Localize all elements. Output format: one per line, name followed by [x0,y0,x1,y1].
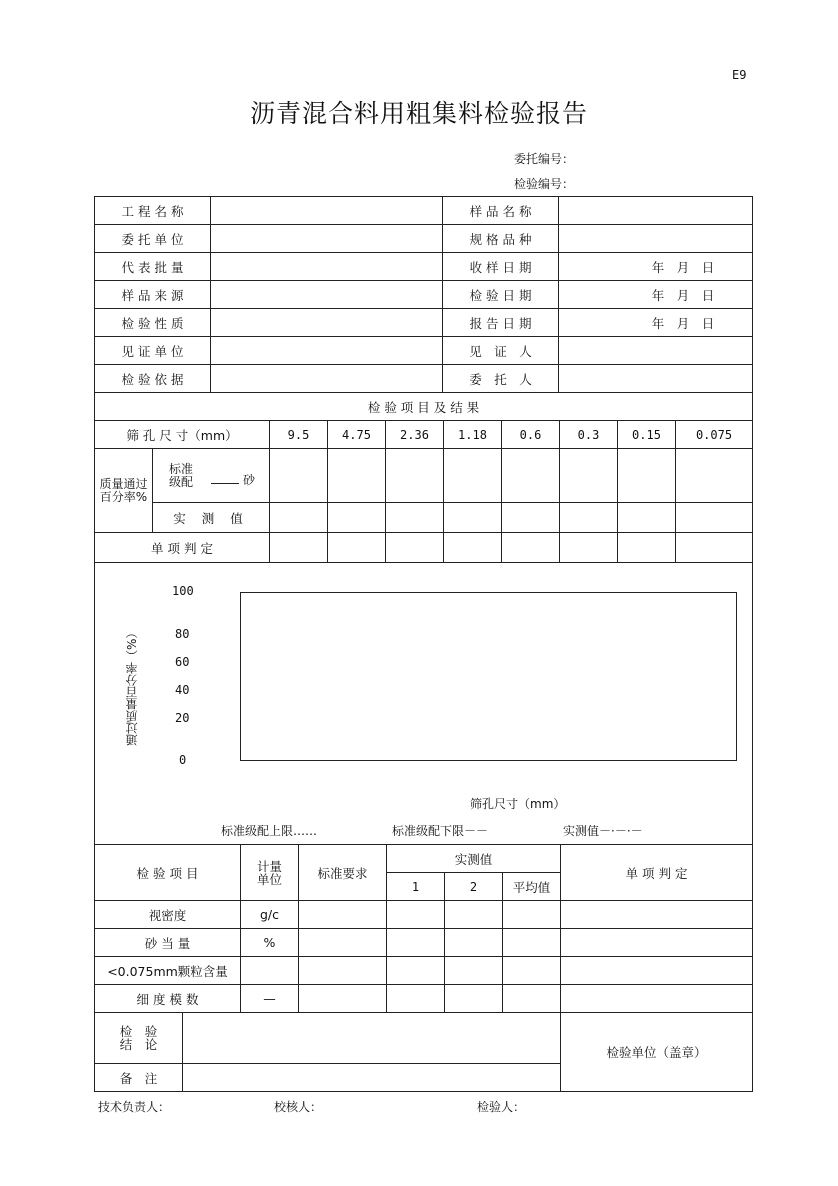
tech-lead-label: 技术负责人： [98,1100,171,1114]
judge-cell[interactable] [386,533,444,563]
measured-label: 实 测 值 [153,503,270,533]
y-tick: 40 [175,683,190,697]
value-batch[interactable] [211,253,443,281]
test-v2[interactable] [445,901,503,929]
measured-cell[interactable] [560,503,618,533]
measured-cell[interactable] [676,503,753,533]
sieve-size-label: 筛 孔 尺 寸（mm） [95,421,270,449]
header-unit: 计量单位 [241,845,299,901]
test-avg[interactable] [503,901,561,929]
header-average: 平均值 [503,873,561,901]
sieve-size: 1.18 [444,421,502,449]
y-tick: 0 [179,753,187,767]
checker-label: 校核人： [274,1100,323,1114]
test-std[interactable] [299,957,387,985]
label-receive-date: 收 样 日 期 [443,253,559,281]
grading-chart [95,563,753,845]
tests-table [94,844,753,1013]
test-v1[interactable] [387,985,445,1013]
label-project-name: 工 程 名 称 [95,197,211,225]
inspection-number-label: 检验编号： [514,177,575,191]
label-client: 委 托 单 位 [95,225,211,253]
legend-lower: 标准级配下限－－ [392,824,489,838]
test-std[interactable] [299,929,387,957]
test-judge[interactable] [561,901,753,929]
test-unit: g/c [241,901,299,929]
label-batch: 代 表 批 量 [95,253,211,281]
value-witness-unit[interactable] [211,337,443,365]
sieve-size: 0.6 [502,421,560,449]
remark-value[interactable] [183,1064,561,1092]
y-tick: 80 [175,627,190,641]
label-test-date: 检 验 日 期 [443,281,559,309]
y-tick: 20 [175,711,190,725]
test-avg[interactable] [503,957,561,985]
test-v2[interactable] [445,929,503,957]
measured-cell[interactable] [386,503,444,533]
judge-label: 单 项 判 定 [95,533,270,563]
test-std[interactable] [299,901,387,929]
label-basis: 检 验 依 据 [95,365,211,393]
sieve-size: 4.75 [328,421,386,449]
measured-cell[interactable] [444,503,502,533]
value-source[interactable] [211,281,443,309]
measured-cell[interactable] [618,503,676,533]
measured-cell[interactable] [328,503,386,533]
test-v2[interactable] [445,985,503,1013]
label-witness: 见 证 人 [443,337,559,365]
report-table [94,196,753,421]
judge-cell[interactable] [618,533,676,563]
value-client[interactable] [211,225,443,253]
test-judge[interactable] [561,957,753,985]
std-cell[interactable] [328,449,386,503]
measured-cell[interactable] [270,503,328,533]
measured-cell[interactable] [502,503,560,533]
label-spec: 规 格 品 种 [443,225,559,253]
remark-label: 备 注 [95,1064,183,1092]
test-v1[interactable] [387,957,445,985]
header-item: 检 验 项 目 [95,845,241,901]
test-item: 视密度 [95,901,241,929]
conclusion-value[interactable] [183,1013,561,1064]
test-item: 细 度 模 数 [95,985,241,1013]
value-receive-date[interactable]: 年 月 日 [559,253,753,281]
label-nature: 检 验 性 质 [95,309,211,337]
label-sample-name: 样 品 名 称 [443,197,559,225]
legend-measured: 实测值－·－·－ [563,824,643,838]
value-test-date[interactable]: 年 月 日 [559,281,753,309]
sieve-size: 0.075 [676,421,753,449]
value-nature[interactable] [211,309,443,337]
legend-upper: 标准级配上限…… [221,824,318,838]
header-judge: 单 项 判 定 [561,845,753,901]
value-basis[interactable] [211,365,443,393]
pass-percent-label: 质量通过百分率% [95,449,153,533]
test-unit: % [241,929,299,957]
chart-ylabel: 通过质量百分率（%） [125,626,139,746]
commission-number-label: 委托编号： [514,152,575,166]
conclusion-label: 检 验结 论 [95,1013,183,1064]
label-witness-unit: 见 证 单 位 [95,337,211,365]
stamp-label: 检验单位（盖章） [561,1013,753,1092]
value-witness[interactable] [559,337,753,365]
header-std: 标准要求 [299,845,387,901]
test-v1[interactable] [387,929,445,957]
value-sample-name[interactable] [559,197,753,225]
value-consigner[interactable] [559,365,753,393]
conclusion-table [94,1012,753,1092]
sieve-size: 0.3 [560,421,618,449]
judge-cell[interactable] [676,533,753,563]
judge-cell[interactable] [560,533,618,563]
chart-xlabel: 筛孔尺寸（mm） [470,797,566,811]
test-judge[interactable] [561,929,753,957]
label-report-date: 报 告 日 期 [443,309,559,337]
judge-cell[interactable] [270,533,328,563]
sieve-table [94,420,753,845]
value-report-date[interactable]: 年 月 日 [559,309,753,337]
plot-area [240,592,737,761]
judge-cell[interactable] [328,533,386,563]
std-cell[interactable] [676,449,753,503]
test-avg[interactable] [503,985,561,1013]
test-std[interactable] [299,985,387,1013]
header-measured: 实测值 [387,845,561,873]
sieve-size: 9.5 [270,421,328,449]
test-item: <0.075mm颗粒含量 [95,957,241,985]
judge-cell[interactable] [444,533,502,563]
value-project-name[interactable] [211,197,443,225]
test-judge[interactable] [561,985,753,1013]
label-source: 样 品 来 源 [95,281,211,309]
test-unit: — [241,985,299,1013]
test-v1[interactable] [387,901,445,929]
page-title: 沥青混合料用粗集料检验报告 [249,99,588,128]
header-trial-1: 1 [387,873,445,901]
test-v2[interactable] [445,957,503,985]
header-trial-2: 2 [445,873,503,901]
y-tick: 60 [175,655,190,669]
std-cell[interactable] [270,449,328,503]
std-cell[interactable] [618,449,676,503]
inspector-label: 检验人： [477,1100,526,1114]
std-cell[interactable] [502,449,560,503]
test-unit [241,957,299,985]
y-tick: 100 [172,584,194,598]
test-avg[interactable] [503,929,561,957]
form-code: E9 [732,68,747,82]
std-grading-cell [153,449,270,503]
label-consigner: 委 托 人 [443,365,559,393]
std-grading-blank[interactable] [211,483,239,484]
test-item: 砂 当 量 [95,929,241,957]
judge-cell[interactable] [502,533,560,563]
sieve-size: 2.36 [386,421,444,449]
section-header: 检 验 项 目 及 结 果 [95,393,753,421]
std-cell[interactable] [560,449,618,503]
std-grading-suffix: 砂 [243,473,256,487]
std-grading-label: 标准级配 [169,462,194,489]
std-cell[interactable] [386,449,444,503]
value-spec[interactable] [559,225,753,253]
std-cell[interactable] [444,449,502,503]
sieve-size: 0.15 [618,421,676,449]
